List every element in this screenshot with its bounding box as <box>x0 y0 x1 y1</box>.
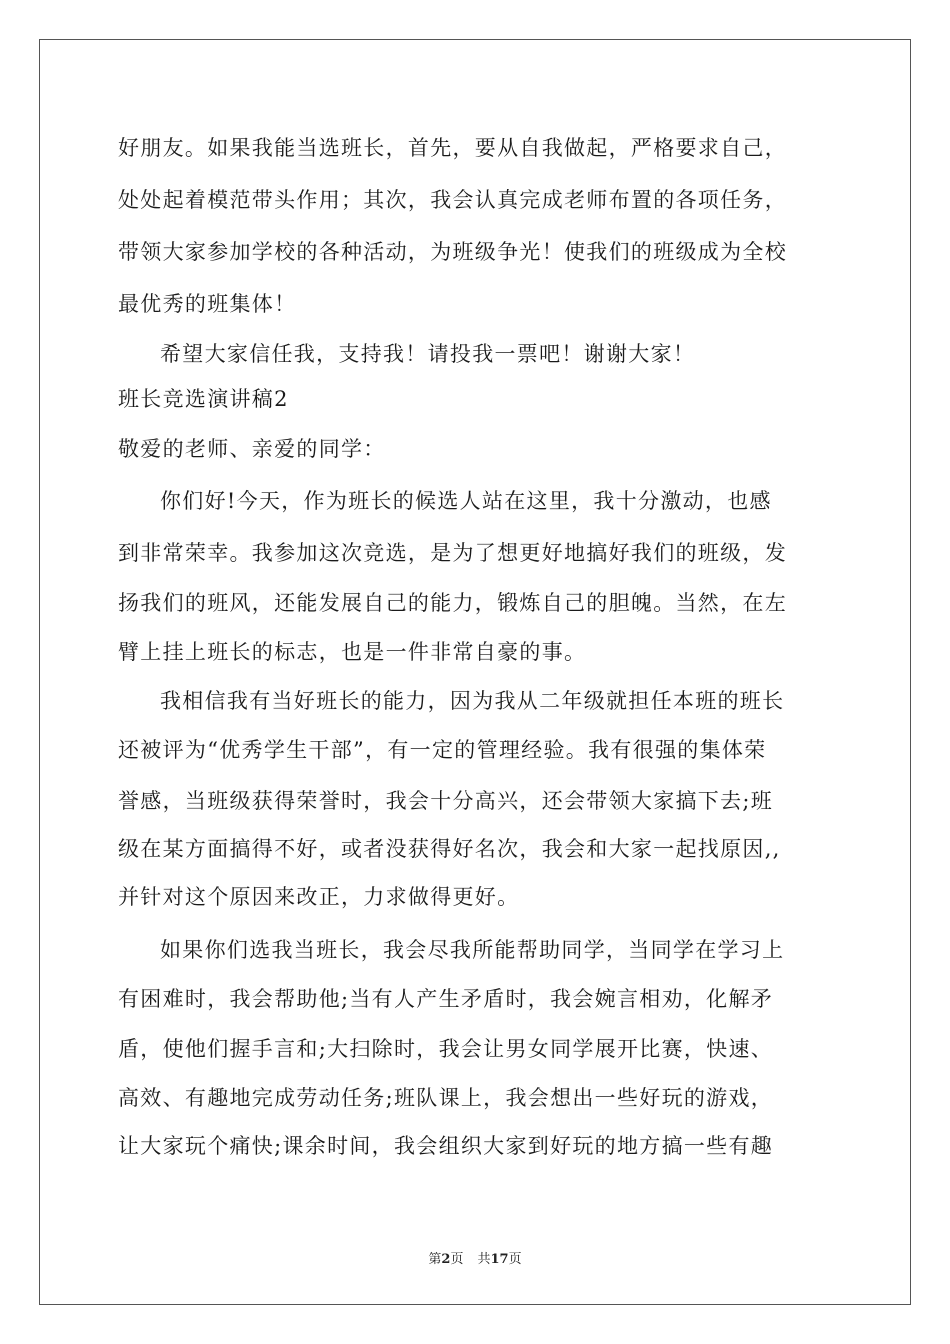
page-prefix: 第 <box>428 1252 442 1267</box>
paragraph-line: 带领大家参加学校的各种活动，为班级争光！使我们的班级成为全校 <box>118 240 787 264</box>
total-pages: 17 <box>490 1252 509 1267</box>
page-suffix: 页 <box>450 1252 464 1267</box>
paragraph-line: 高效、有趣地完成劳动任务;班队课上，我会想出一些好玩的游戏， <box>118 1086 774 1110</box>
paragraph-line: 誉感，当班级获得荣誉时，我会十分高兴，还会带领大家搞下去;班 <box>118 789 774 813</box>
paragraph-line: 并针对这个原因来改正，力求做得更好。 <box>118 885 520 909</box>
total-suffix: 页 <box>508 1252 522 1267</box>
paragraph-line: 扬我们的班风，还能发展自己的能力，锻炼自己的胆魄。当然，在左 <box>118 591 787 615</box>
paragraph-line: 还被评为“优秀学生干部”，有一定的管理经验。我有很强的集体荣 <box>118 738 767 762</box>
page-number: 2 <box>441 1252 451 1267</box>
paragraph-line: 有困难时，我会帮助他;当有人产生矛盾时，我会婉言相劝，化解矛 <box>118 987 774 1011</box>
paragraph-line: 处处起着模范带头作用；其次，我会认真完成老师布置的各项任务， <box>118 188 787 212</box>
paragraph-line: 让大家玩个痛快;课余时间，我会组织大家到好玩的地方搞一些有趣 <box>118 1134 774 1158</box>
paragraph-line: 级在某方面搞得不好，或者没获得好名次，我会和大家一起找原因,, <box>118 837 781 861</box>
paragraph-line: 好朋友。如果我能当选班长，首先，要从自我做起，严格要求自己， <box>118 136 787 160</box>
paragraph-line: 我相信我有当好班长的能力，因为我从二年级就担任本班的班长 <box>160 689 785 713</box>
section-title: 班长竞选演讲稿2 <box>118 387 289 411</box>
paragraph-line: 盾，使他们握手言和;大扫除时，我会让男女同学展开比赛，快速、 <box>118 1037 774 1061</box>
paragraph-line: 希望大家信任我，支持我！请投我一票吧！谢谢大家！ <box>160 342 696 366</box>
paragraph-line: 臂上挂上班长的标志，也是一件非常自豪的事。 <box>118 640 587 664</box>
paragraph-line: 你们好!今天，作为班长的候选人站在这里，我十分激动，也感 <box>160 489 772 513</box>
total-prefix: 共 <box>477 1252 491 1267</box>
page-footer <box>0 1248 950 1267</box>
paragraph-line: 到非常荣幸。我参加这次竞选，是为了想更好地搞好我们的班级，发 <box>118 541 787 565</box>
page-border <box>39 39 911 1305</box>
paragraph-line: 如果你们选我当班长，我会尽我所能帮助同学，当同学在学习上 <box>160 938 785 962</box>
salutation: 敬爱的老师、亲爱的同学： <box>118 437 386 461</box>
paragraph-line: 最优秀的班集体！ <box>118 292 297 316</box>
